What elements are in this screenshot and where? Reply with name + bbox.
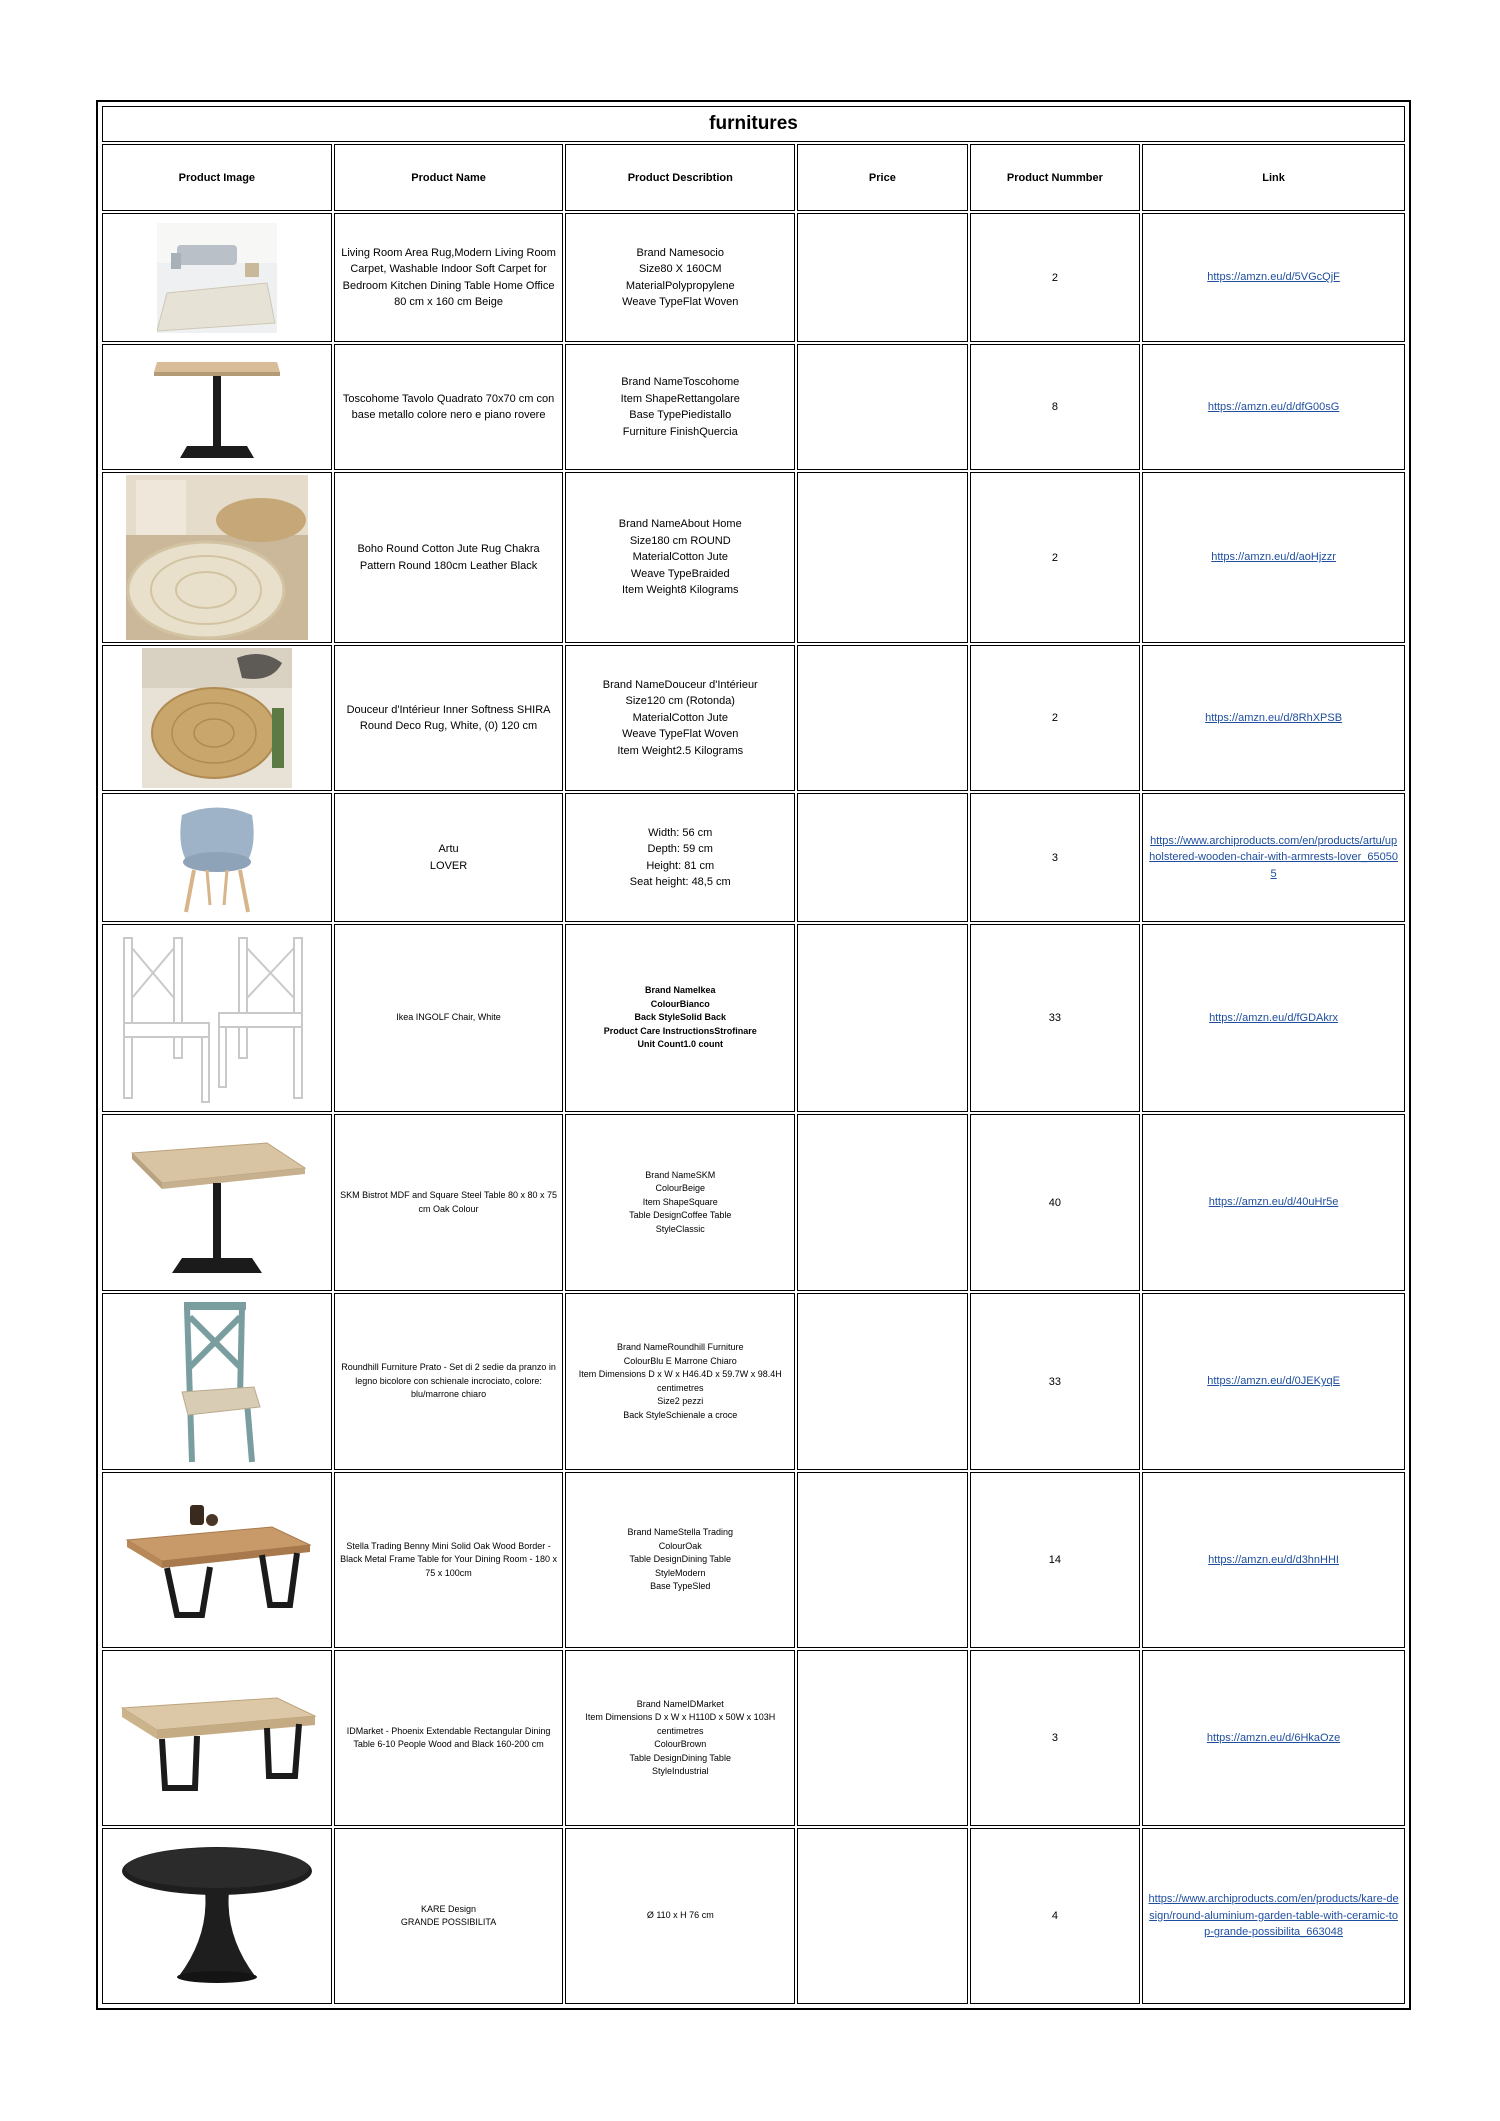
product-image-cell bbox=[102, 1650, 332, 1826]
product-description: Brand NameStella Trading ColourOak Table DesignDining Table StyleModern Base TypeSled bbox=[565, 1472, 795, 1648]
product-image-cell bbox=[102, 924, 332, 1112]
product-name: Living Room Area Rug,Modern Living Room Carpet, Washable Indoor Soft Carpet for Bedroom Kitchen Dining Table Home Office 80 cm x 160 cm Beige bbox=[334, 213, 564, 342]
dining-chair-icon bbox=[162, 1297, 272, 1467]
table-row bbox=[102, 213, 1405, 342]
product-name: Toscohome Tavolo Quadrato 70x70 cm con base metallo colore nero e piano rovere bbox=[334, 344, 564, 470]
product-link-cell bbox=[1142, 472, 1405, 643]
armchair-icon bbox=[162, 800, 272, 915]
product-link[interactable]: https://amzn.eu/d/d3hnHHI bbox=[1208, 1553, 1339, 1566]
product-image-cell bbox=[102, 213, 332, 342]
header-link: Link bbox=[1142, 144, 1405, 211]
product-name: Roundhill Furniture Prato - Set di 2 sedie da pranzo in legno bicolore con schienale incrociato, colore: blu/marrone chiaro bbox=[334, 1293, 564, 1470]
product-link-cell bbox=[1142, 793, 1405, 922]
furniture-sheet bbox=[96, 100, 1411, 2010]
square-table-icon bbox=[142, 350, 292, 465]
product-price bbox=[797, 1828, 968, 2004]
product-link[interactable]: https://amzn.eu/d/dfG00sG bbox=[1207, 400, 1340, 413]
header-product-number: Product Nummber bbox=[970, 144, 1141, 211]
table-row bbox=[102, 344, 1405, 470]
product-image-cell bbox=[102, 793, 332, 922]
product-number: 4 bbox=[970, 1828, 1141, 2004]
table-row bbox=[102, 645, 1405, 791]
product-link-cell bbox=[1142, 213, 1405, 342]
round-jute-rug-icon bbox=[142, 648, 292, 788]
header-price: Price bbox=[797, 144, 968, 211]
table-row bbox=[102, 1472, 1405, 1648]
product-link[interactable]: https://www.archiproducts.com/en/products/kare-design/round-aluminium-garden-table-with-ceramic-top-grande-possibilita_663048 bbox=[1148, 1893, 1399, 1939]
product-number: 3 bbox=[970, 1650, 1141, 1826]
bistro-table-icon bbox=[127, 1123, 307, 1283]
product-link[interactable]: https://www.archiproducts.com/en/products/artu/upholstered-wooden-chair-with-armrests-lover_650505 bbox=[1149, 834, 1398, 880]
product-link-cell bbox=[1142, 1114, 1405, 1291]
product-number: 2 bbox=[970, 472, 1141, 643]
product-description: Brand Namesocio Size80 X 160CM MaterialPolypropylene Weave TypeFlat Woven bbox=[565, 213, 795, 342]
product-description: Brand NameAbout Home Size180 cm ROUND MaterialCotton Jute Weave TypeBraided Item Weight8 Kilograms bbox=[565, 472, 795, 643]
rug-icon bbox=[157, 223, 277, 333]
table-row bbox=[102, 472, 1405, 643]
product-price bbox=[797, 213, 968, 342]
product-link-cell bbox=[1142, 1293, 1405, 1470]
product-name: KARE Design GRANDE POSSIBILITA bbox=[334, 1828, 564, 2004]
product-number: 2 bbox=[970, 645, 1141, 791]
table-row bbox=[102, 793, 1405, 922]
product-name: Stella Trading Benny Mini Solid Oak Wood Border - Black Metal Frame Table for Your Dining Room - 180 x 75 x 100cm bbox=[334, 1472, 564, 1648]
product-name: Artu LOVER bbox=[334, 793, 564, 922]
product-link[interactable]: https://amzn.eu/d/40uHr5e bbox=[1208, 1196, 1339, 1209]
product-description: Ø 110 x H 76 cm bbox=[565, 1828, 795, 2004]
product-link[interactable]: https://amzn.eu/d/aoHjzzr bbox=[1211, 551, 1336, 564]
product-link-cell bbox=[1142, 1828, 1405, 2004]
product-link[interactable]: https://amzn.eu/d/8RhXPSB bbox=[1205, 711, 1343, 724]
product-name: IDMarket - Phoenix Extendable Rectangular Dining Table 6-10 People Wood and Black 160-200 cm bbox=[334, 1650, 564, 1826]
product-price bbox=[797, 344, 968, 470]
product-name: Boho Round Cotton Jute Rug Chakra Pattern Round 180cm Leather Black bbox=[334, 472, 564, 643]
header-product-name: Product Name bbox=[334, 144, 564, 211]
product-link-cell bbox=[1142, 344, 1405, 470]
round-rug-icon bbox=[126, 475, 308, 640]
product-name: Ikea INGOLF Chair, White bbox=[334, 924, 564, 1112]
white-chairs-icon bbox=[114, 928, 319, 1108]
product-number: 3 bbox=[970, 793, 1141, 922]
product-number: 40 bbox=[970, 1114, 1141, 1291]
product-description: Brand NameIkea ColourBianco Back StyleSolid Back Product Care InstructionsStrofinare Unit Count1.0 count bbox=[565, 924, 795, 1112]
product-description: Width: 56 cm Depth: 59 cm Height: 81 cm Seat height: 48,5 cm bbox=[565, 793, 795, 922]
product-price bbox=[797, 645, 968, 791]
round-table-icon bbox=[117, 1841, 317, 1991]
header-row bbox=[102, 144, 1405, 211]
product-name: SKM Bistrot MDF and Square Steel Table 80 x 80 x 75 cm Oak Colour bbox=[334, 1114, 564, 1291]
product-image-cell bbox=[102, 472, 332, 643]
product-number: 8 bbox=[970, 344, 1141, 470]
table-row bbox=[102, 924, 1405, 1112]
product-link[interactable]: https://amzn.eu/d/0JEKyqE bbox=[1207, 1375, 1340, 1388]
product-price bbox=[797, 472, 968, 643]
product-number: 33 bbox=[970, 924, 1141, 1112]
product-number: 2 bbox=[970, 213, 1141, 342]
table-row bbox=[102, 1828, 1405, 2004]
product-price bbox=[797, 1650, 968, 1826]
product-name: Douceur d'Intérieur Inner Softness SHIRA Round Deco Rug, White, (0) 120 cm bbox=[334, 645, 564, 791]
table-row bbox=[102, 1114, 1405, 1291]
product-price bbox=[797, 1472, 968, 1648]
product-description: Brand NameDouceur d'Intérieur Size120 cm (Rotonda) MaterialCotton Jute Weave TypeFlat Woven Item Weight2.5 Kilograms bbox=[565, 645, 795, 791]
product-price bbox=[797, 1114, 968, 1291]
product-link-cell bbox=[1142, 1650, 1405, 1826]
product-description: Brand NameIDMarket Item Dimensions D x W x H110D x 50W x 103H centimetres ColourBrown Table DesignDining Table StyleIndustrial bbox=[565, 1650, 795, 1826]
product-link[interactable]: https://amzn.eu/d/6HkaOze bbox=[1206, 1731, 1341, 1744]
product-link[interactable]: https://amzn.eu/d/fGDAkrx bbox=[1209, 1011, 1339, 1024]
product-number: 14 bbox=[970, 1472, 1141, 1648]
product-link-cell bbox=[1142, 645, 1405, 791]
product-description: Brand NameRoundhill Furniture ColourBlu E Marrone Chiaro Item Dimensions D x W x H46.4D x 59.7W x 98.4H centimetres Size2 pezzi Back StyleSchienale a croce bbox=[565, 1293, 795, 1470]
product-image-cell bbox=[102, 344, 332, 470]
furniture-table bbox=[100, 104, 1407, 2006]
header-product-description: Product Describtion bbox=[565, 144, 795, 211]
wood-table-icon bbox=[122, 1495, 312, 1625]
product-image-cell bbox=[102, 645, 332, 791]
product-price bbox=[797, 924, 968, 1112]
table-row bbox=[102, 1650, 1405, 1826]
product-description: Brand NameSKM ColourBeige Item ShapeSquare Table DesignCoffee Table StyleClassic bbox=[565, 1114, 795, 1291]
header-product-image: Product Image bbox=[102, 144, 332, 211]
product-number: 33 bbox=[970, 1293, 1141, 1470]
sheet-title: furnitures bbox=[102, 106, 1405, 142]
extendable-table-icon bbox=[117, 1678, 317, 1798]
product-image-cell bbox=[102, 1114, 332, 1291]
product-image-cell bbox=[102, 1828, 332, 2004]
product-image-cell bbox=[102, 1472, 332, 1648]
product-price bbox=[797, 1293, 968, 1470]
product-link-cell bbox=[1142, 1472, 1405, 1648]
table-row bbox=[102, 1293, 1405, 1470]
product-price bbox=[797, 793, 968, 922]
product-image-cell bbox=[102, 1293, 332, 1470]
product-description: Brand NameToscohome Item ShapeRettangolare Base TypePiedistallo Furniture FinishQuercia bbox=[565, 344, 795, 470]
product-link[interactable]: https://amzn.eu/d/5VGcQjF bbox=[1207, 271, 1340, 284]
product-link-cell bbox=[1142, 924, 1405, 1112]
